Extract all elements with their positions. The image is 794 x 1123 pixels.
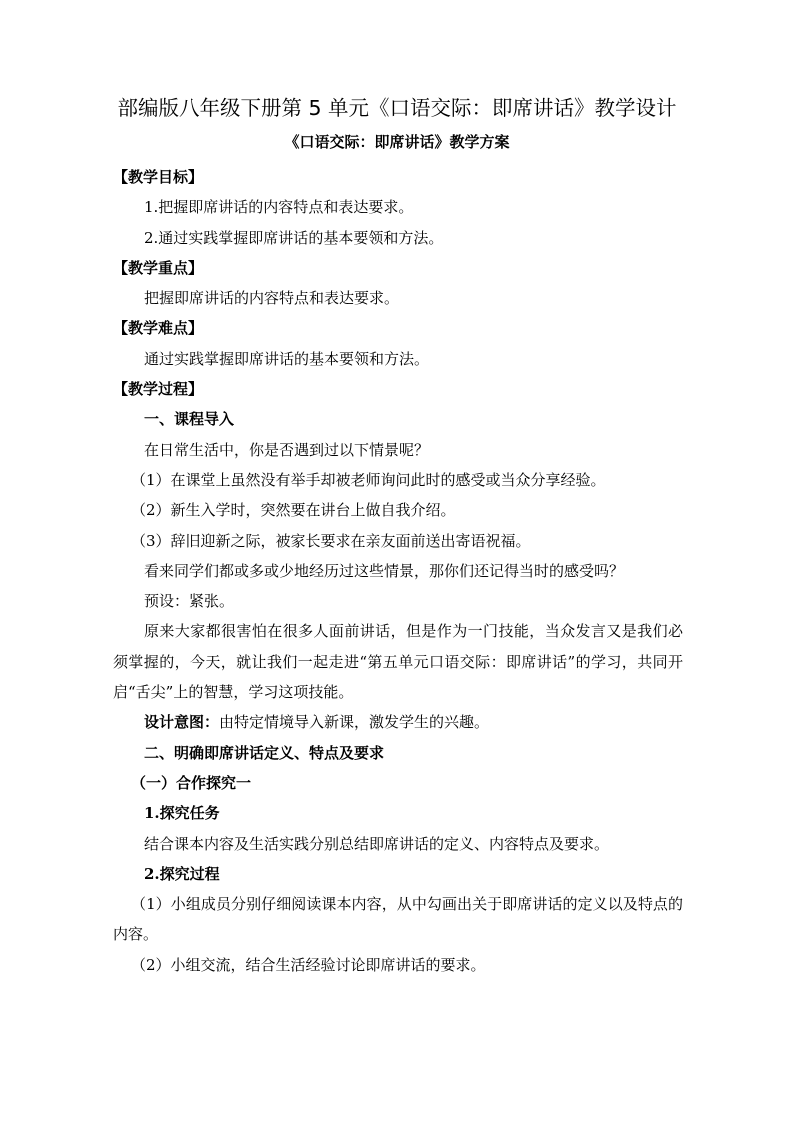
sub-heading-cooperation: （一）合作探究一 xyxy=(131,773,252,792)
document-subtitle: 《口语交际：即席讲话》教学方案 xyxy=(284,133,510,151)
scene-item-3: （3）辞旧迎新之际，被家长要求在亲友面前送出寄语祝福。 xyxy=(131,531,531,550)
lead-in-paragraph: 原来大家都很害怕在很多人面前讲话，但是作为一门技能，当众发言又是我们必须掌握的，今天，就让我们一起走进“第五单元口语交际：即席讲话”的学习，共同开启“舌尖”上的智慧，学习这项技能。 xyxy=(113,622,683,702)
section-heading-difficulties: 【教学难点】 xyxy=(113,319,204,338)
difficulties-text: 通过实践掌握即席讲话的基本要领和方法。 xyxy=(144,349,430,368)
design-intent-text: 由特定情境导入新课，激发学生的兴趣。 xyxy=(219,713,490,732)
design-intent-label: 设计意图： xyxy=(144,713,220,732)
section-heading-goals: 【教学目标】 xyxy=(113,168,204,186)
document-body xyxy=(113,162,683,980)
task-heading: 1.探究任务 xyxy=(144,804,220,823)
task-text: 结合课本内容及生活实践分别总结即席讲话的定义、内容特点及要求。 xyxy=(144,834,610,853)
goal-item-2: 2.通过实践掌握即席讲话的基本要领和方法。 xyxy=(144,228,444,247)
scene-item-2: （2）新生入学时，突然要在讲台上做自我介绍。 xyxy=(131,501,456,520)
step-heading-intro: 一、课程导入 xyxy=(144,410,235,429)
section-heading-key-points: 【教学重点】 xyxy=(113,258,204,277)
feeling-question: 看来同学们都或多或少地经历过这些情景，那你们还记得当时的感受吗？ xyxy=(144,561,625,580)
intro-question: 在日常生活中，你是否遇到过以下情景呢？ xyxy=(144,440,430,459)
preset-answer: 预设：紧张。 xyxy=(144,592,235,611)
design-intent xyxy=(113,707,683,737)
document-title: 部编版八年级下册第 5 单元《口语交际：即席讲话》教学设计 xyxy=(117,96,677,120)
section-heading-process: 【教学过程】 xyxy=(113,380,204,399)
scene-item-1: （1）在课堂上虽然没有举手却被老师询问此时的感受或当众分享经验。 xyxy=(131,470,606,489)
process-item-2: （2）小组交流，结合生活经验讨论即席讲话的要求。 xyxy=(131,955,486,974)
process-heading: 2.探究过程 xyxy=(144,864,220,883)
goal-item-1: 1.把握即席讲话的内容特点和表达要求。 xyxy=(144,198,414,217)
step-heading-definition: 二、明确即席讲话定义、特点及要求 xyxy=(144,743,385,762)
key-points-text: 把握即席讲话的内容特点和表达要求。 xyxy=(144,289,400,308)
process-item-1: （1）小组成员分别仔细阅读课本内容，从中勾画出关于即席讲话的定义以及特点的内容。 xyxy=(113,895,683,944)
